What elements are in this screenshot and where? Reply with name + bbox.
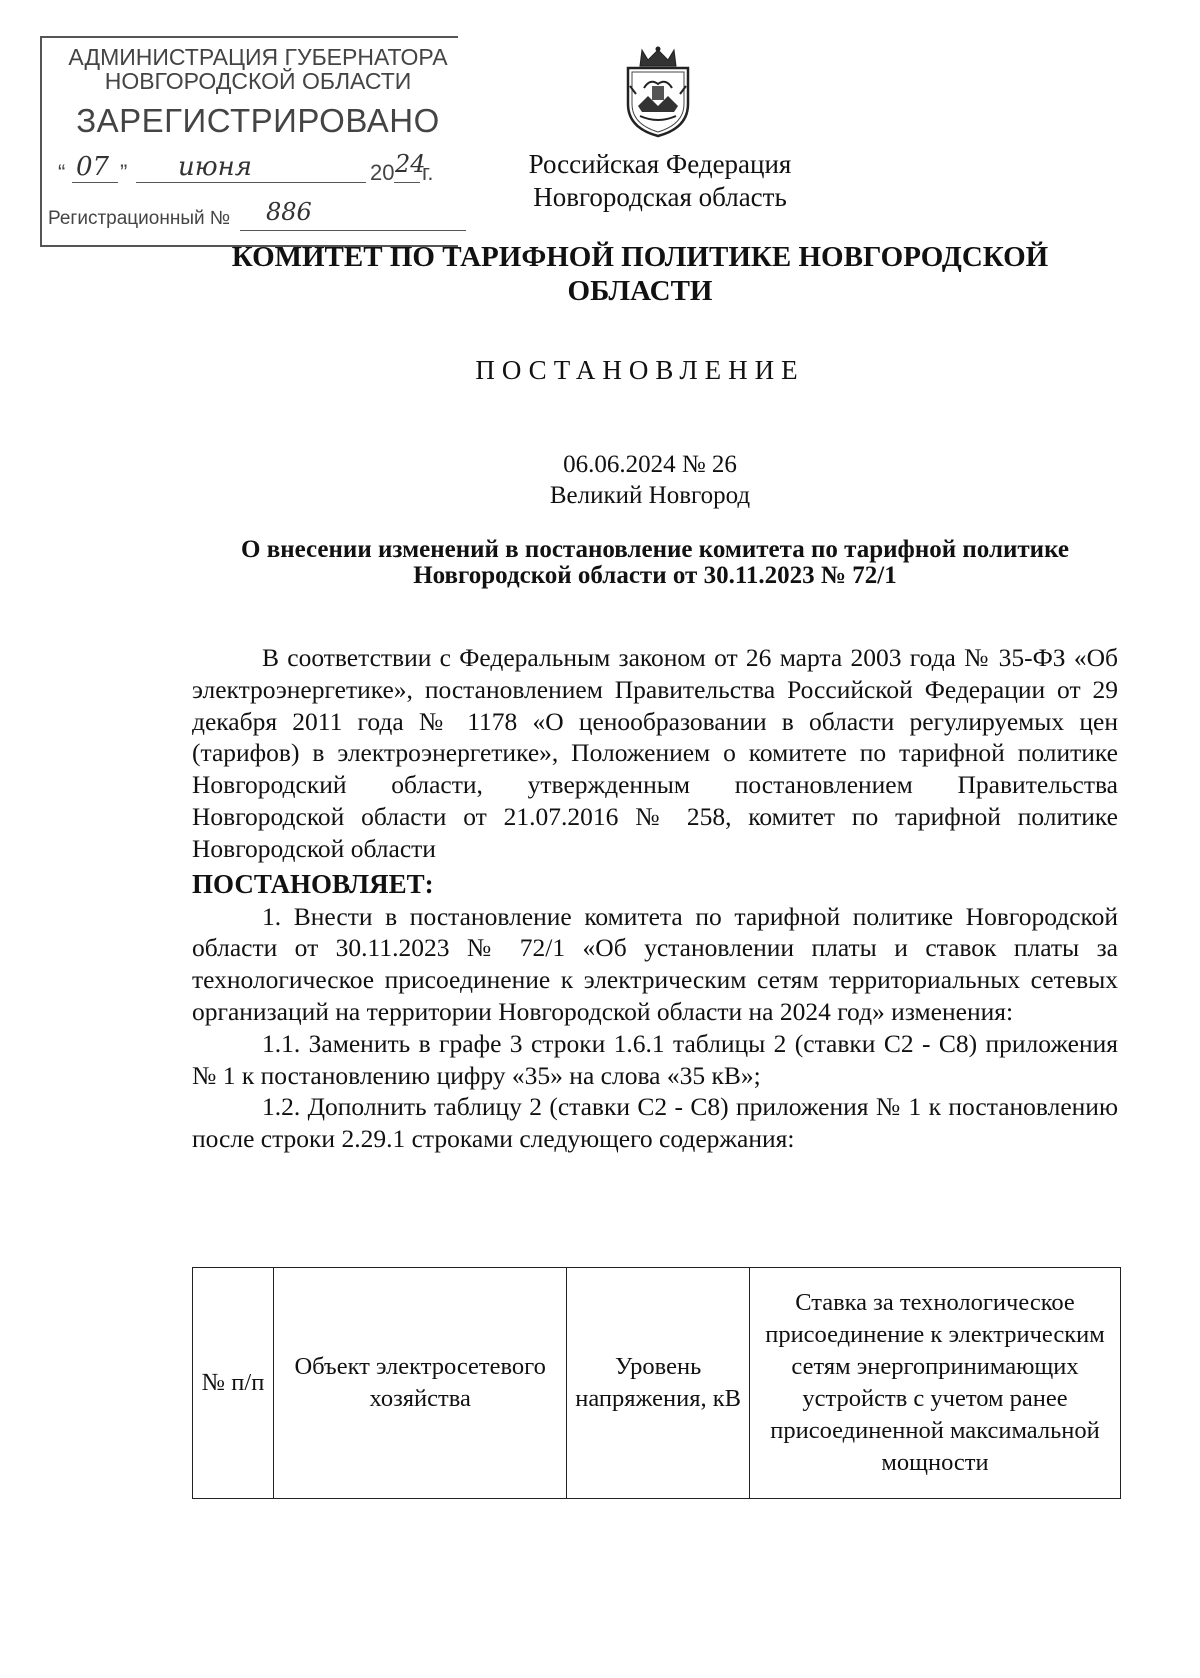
header-number: № п/п [193,1268,274,1499]
resolves-heading: ПОСТАНОВЛЯЕТ: [192,868,434,899]
registration-stamp-content [40,36,476,245]
stamp-date: “ 07 ” июня 20 24 г. [58,150,434,185]
stamp-reg-number [40,198,470,232]
document-type: ПОСТАНОВЛЕНИЕ [475,355,805,385]
item-1-1: 1.1. Заменить в графе 3 строки 1.6.1 таблицы 2 (ставки С2 - С8) приложения № 1 к постановлению цифру «35» на слова «35 кВ»; [192,1028,1118,1090]
document-date-number [180,449,1120,511]
stamp-year-suffix: 24 [395,150,426,178]
subject-line-1: О внесении изменений в постановление комитета по тарифной политике [241,536,1069,563]
stamp-reg-value: 886 [266,198,312,226]
coat-of-arms-icon [618,46,698,138]
header-rate: Ставка за технологическое присоединение к электрическим сетям энергопринимающих устройств с учетом ранее присоединенной максимальной мощности [750,1268,1121,1499]
stamp-reg-label: Регистрационный № [48,208,231,229]
header-location [500,148,820,214]
preamble: В соответствии с Федеральным законом от 26 марта 2003 года № 35-ФЗ «Об электроэнергетике», постановлением Правительства Российской Федерации от 29 декабря 2011 года № 1178 «О ценообразовании в области регулируемых цен (тарифов) в электроэнергетике», Положением о комитете по тарифной политике Новгородский области, утвержденным постановлением Правительства Новгородской области от 21.07.2016 № 258, комитет по тарифной политике Новгородской области [192,643,1118,863]
city: Великий Новгород [549,482,751,509]
stamp-year-unit: г. [422,160,434,185]
item-1-2: 1.2. Дополнить таблицу 2 (ставки С2 - С8) приложения № 1 к постановлению после строки 2.29.1 строками следующего содержания: [192,1092,1118,1154]
header-voltage: Уровень напряжения, кВ [567,1268,750,1499]
committee-title: КОМИТЕТ ПО ТАРИФНОЙ ПОЛИТИКЕ НОВГОРОДСКОЙ ОБЛАСТИ [231,241,1049,307]
rates-table [192,1267,1121,1499]
document-subject [180,537,1130,589]
subject-line-2: Новгородской области от 30.11.2023 № 72/1 [413,562,897,589]
header-object: Объект электросетевого хозяйства [274,1268,567,1499]
region-name: Новгородская область [533,182,787,212]
document-body [192,642,1118,1155]
date-number: 06.06.2024 № 26 [563,451,737,478]
stamp-day: 07 [76,152,110,182]
table-header-row [193,1268,1121,1499]
stamp-line-2: НОВГОРОДСКОЙ ОБЛАСТИ [104,68,412,94]
stamp-line-1: АДМИНИСТРАЦИЯ ГУБЕРНАТОРА [68,44,448,70]
country-name: Российская Федерация [528,149,792,179]
stamp-year-prefix: 20 [370,160,395,185]
stamp-month: июня [178,152,252,182]
stamp-registered: ЗАРЕГИСТРИРОВАНО [76,102,440,139]
item-1: 1. Внести в постановление комитета по тарифной политике Новгородской области от 30.11.2023 № 72/1 «Об установлении платы и ставок платы за технологическое присоединение к электрическим сетям территориальных сетевых организаций на территории Новгородской области на 2024 год» изменения: [192,901,1118,1026]
